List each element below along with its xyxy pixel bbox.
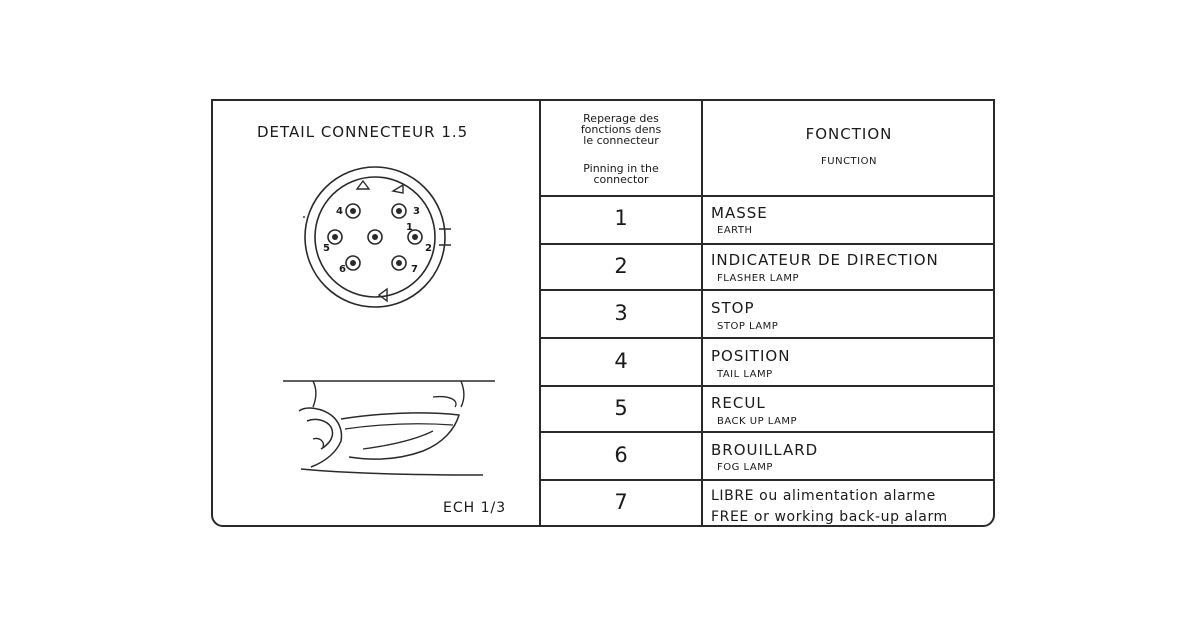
pin-header-fr-line: Reperage des [583, 112, 659, 125]
pin-header-fr [541, 113, 701, 146]
connector-pin-center [396, 208, 402, 214]
function-fr: RECUL [711, 394, 766, 412]
connector-pin-layer [323, 204, 432, 275]
row-divider [539, 195, 995, 197]
connector-face-drawing [303, 161, 468, 311]
function-en: STOP LAMP [717, 321, 779, 332]
connector-pin-label: 5 [323, 243, 330, 254]
pin-header-fr-line: fonctions dens [580, 123, 662, 136]
connector-pin-center [372, 234, 378, 240]
connector-pin-label: 2 [425, 243, 432, 254]
function-fr: INDICATEUR DE DIRECTION [711, 251, 939, 269]
connector-pin-center [396, 260, 402, 266]
pin-number: 7 [614, 490, 628, 514]
connector-pin-label: 7 [411, 264, 418, 275]
connector-side-view-drawing [283, 377, 503, 482]
function-en: FOG LAMP [717, 462, 773, 473]
connector-pin-label: 4 [336, 206, 343, 217]
connector-detail-title: DETAIL CONNECTEUR 1.5 [257, 123, 469, 141]
function-header-fr: FONCTION [805, 125, 893, 143]
pin-header-en-line: Pinning in the [583, 162, 659, 175]
row-divider [539, 479, 995, 481]
function-en: EARTH [717, 225, 753, 236]
connector-pin-label: 1 [406, 222, 413, 233]
connector-key-notch [379, 289, 387, 301]
function-line-en: FREE or working back-up alarm [711, 509, 948, 525]
pin-header-en [541, 163, 701, 185]
pin-header-en-line: connector [593, 173, 649, 186]
row-divider [539, 385, 995, 387]
function-line-fr: LIBRE ou alimentation alarme [711, 488, 936, 504]
pin-number: 4 [614, 349, 628, 373]
pin-number: 6 [614, 443, 628, 467]
row-divider [539, 289, 995, 291]
drawing-scale: ECH 1/3 [443, 500, 507, 516]
pin-number: 5 [614, 396, 628, 420]
pin-header-fr-line: le connecteur [583, 134, 659, 147]
function-fr: STOP [711, 299, 755, 317]
connector-pin-center [350, 208, 356, 214]
row-divider [539, 431, 995, 433]
function-header-en: FUNCTION [821, 156, 877, 167]
row-divider [539, 337, 995, 339]
connector-pin-label: 3 [413, 206, 420, 217]
pin-number: 3 [614, 301, 628, 325]
connector-pin-center [332, 234, 338, 240]
connector-datasheet [211, 99, 995, 527]
function-en: TAIL LAMP [717, 369, 773, 380]
connector-pin-label: 6 [339, 264, 346, 275]
function-en: FLASHER LAMP [717, 273, 800, 284]
pin-number: 2 [614, 254, 628, 278]
function-fr: POSITION [711, 347, 791, 365]
connector-pin-center [350, 260, 356, 266]
pin-number: 1 [614, 206, 628, 230]
function-en: BACK UP LAMP [717, 416, 798, 427]
function-fr: BROUILLARD [711, 441, 819, 459]
function-fr: MASSE [711, 204, 768, 222]
connector-pin-center [412, 234, 418, 240]
connector-key-notch [357, 181, 403, 193]
row-divider [539, 243, 995, 245]
